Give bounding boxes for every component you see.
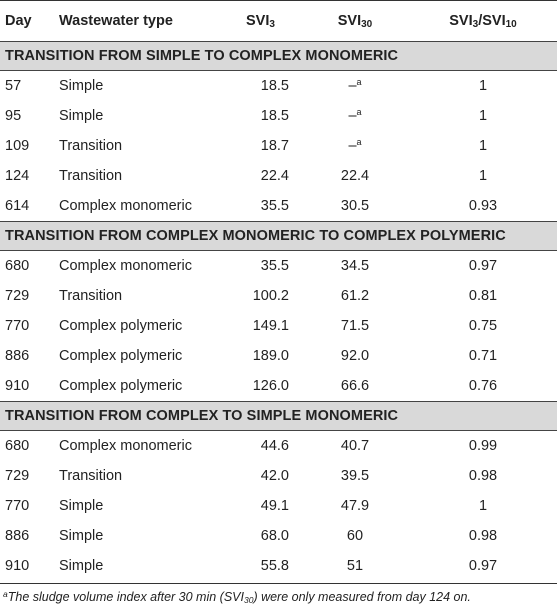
cell-svi30-value: 22.4 bbox=[340, 168, 370, 184]
header-svi3: $SVI_3$ bbox=[246, 13, 275, 30]
cell-day: 729 bbox=[5, 468, 30, 484]
table-row bbox=[0, 521, 557, 551]
cell-svi-ratio-value: 1 bbox=[478, 168, 488, 184]
cell-day: 886 bbox=[5, 528, 30, 544]
table-row bbox=[0, 461, 557, 491]
cell-svi30-value: 71.5 bbox=[340, 318, 370, 334]
table-body bbox=[0, 41, 557, 581]
table-row bbox=[0, 431, 557, 461]
cell-svi30-value: 66.6 bbox=[340, 378, 370, 394]
cell-wastewater-type: Complex polymeric bbox=[59, 318, 183, 334]
cell-svi3: 42.0 bbox=[260, 468, 289, 484]
cell-wastewater-type: Transition bbox=[59, 138, 123, 154]
cell-svi-ratio-value: 1 bbox=[478, 138, 488, 154]
table-row bbox=[0, 371, 557, 401]
cell-svi30-value: 51 bbox=[346, 558, 364, 574]
cell-svi30-value: 30.5 bbox=[340, 198, 370, 214]
table-row bbox=[0, 251, 557, 281]
table-row bbox=[0, 71, 557, 101]
cell-day: 109 bbox=[5, 138, 30, 154]
cell-svi3: 35.5 bbox=[260, 198, 289, 214]
cell-svi3: 44.6 bbox=[260, 438, 289, 454]
cell-svi-ratio-value: 1 bbox=[478, 108, 488, 124]
table-row bbox=[0, 161, 557, 191]
cell-svi-ratio-value: 0.71 bbox=[468, 348, 498, 364]
cell-svi3: 18.7 bbox=[260, 138, 289, 154]
cell-svi30-value: 61.2 bbox=[340, 288, 370, 304]
section-header: TRANSITION FROM COMPLEX TO SIMPLE MONOMERIC bbox=[0, 401, 557, 431]
cell-day: 124 bbox=[5, 168, 30, 184]
cell-svi-ratio-value: 1 bbox=[478, 78, 488, 94]
table-row bbox=[0, 341, 557, 371]
cell-day: 729 bbox=[5, 288, 30, 304]
cell-svi-ratio-value: 0.97 bbox=[468, 258, 498, 274]
cell-svi-ratio-value: 0.99 bbox=[468, 438, 498, 454]
table-row bbox=[0, 101, 557, 131]
cell-wastewater-type: Simple bbox=[59, 78, 104, 94]
cell-svi-ratio-value: 0.81 bbox=[468, 288, 498, 304]
cell-svi-ratio-value: 0.98 bbox=[468, 528, 498, 544]
cell-svi3: 149.1 bbox=[252, 318, 289, 334]
cell-wastewater-type: Complex monomeric bbox=[59, 438, 192, 454]
table-row bbox=[0, 491, 557, 521]
cell-wastewater-type: Simple bbox=[59, 108, 104, 124]
cell-day: 770 bbox=[5, 498, 30, 514]
cell-svi3: 18.5 bbox=[260, 78, 289, 94]
cell-svi-ratio-value: 0.93 bbox=[468, 198, 498, 214]
cell-wastewater-type: Complex monomeric bbox=[59, 198, 192, 214]
footnote-marker: a bbox=[356, 77, 362, 87]
cell-day: 614 bbox=[5, 198, 30, 214]
cell-day: 680 bbox=[5, 438, 30, 454]
cell-svi-ratio-value: 0.75 bbox=[468, 318, 498, 334]
cell-wastewater-type: Transition bbox=[59, 288, 123, 304]
cell-svi3: 189.0 bbox=[252, 348, 289, 364]
table-row bbox=[0, 311, 557, 341]
cell-svi3: 35.5 bbox=[260, 258, 289, 274]
cell-svi-ratio-value: 0.76 bbox=[468, 378, 498, 394]
cell-svi30-value: 39.5 bbox=[340, 468, 370, 484]
section-header: TRANSITION FROM COMPLEX MONOMERIC TO COMPLEX POLYMERIC bbox=[0, 221, 557, 251]
table-row bbox=[0, 191, 557, 221]
cell-wastewater-type: Transition bbox=[59, 468, 123, 484]
cell-day: 770 bbox=[5, 318, 30, 334]
cell-svi30-value: – bbox=[348, 138, 357, 154]
cell-svi30-value: 60 bbox=[346, 528, 364, 544]
header-day: Day bbox=[5, 13, 32, 29]
table-row bbox=[0, 281, 557, 311]
cell-wastewater-type: Complex monomeric bbox=[59, 258, 192, 274]
table-row bbox=[0, 131, 557, 161]
cell-svi3: 100.2 bbox=[252, 288, 289, 304]
cell-svi3: 22.4 bbox=[260, 168, 289, 184]
header-wastewater-type: Wastewater type bbox=[59, 13, 173, 29]
cell-day: 57 bbox=[5, 78, 22, 94]
cell-svi30-value: – bbox=[348, 108, 357, 124]
cell-svi3: 68.0 bbox=[260, 528, 289, 544]
cell-svi30-value: 40.7 bbox=[340, 438, 370, 454]
cell-day: 886 bbox=[5, 348, 30, 364]
cell-svi3: 55.8 bbox=[260, 558, 289, 574]
table-row bbox=[0, 551, 557, 581]
cell-day: 680 bbox=[5, 258, 30, 274]
cell-wastewater-type: Complex polymeric bbox=[59, 378, 183, 394]
table-footnote: $^a$The sludge volume index after 30 $\min (SVI_{30})$ were only measured from day 124 on. bbox=[3, 589, 471, 605]
cell-svi-ratio-value: 0.97 bbox=[468, 558, 498, 574]
cell-svi30-value: 92.0 bbox=[340, 348, 370, 364]
cell-day: 910 bbox=[5, 378, 30, 394]
cell-svi-ratio-value: 1 bbox=[478, 498, 488, 514]
cell-svi30-value: 47.9 bbox=[340, 498, 370, 514]
cell-svi30-value: – bbox=[348, 78, 357, 94]
cell-svi3: 126.0 bbox=[252, 378, 289, 394]
cell-day: 910 bbox=[5, 558, 30, 574]
footnote-marker: a bbox=[356, 107, 362, 117]
table-header: Day Wastewater type $SVI_3$ $SVI_{30}$ $SVI_3/SVI_{10}$ bbox=[0, 0, 557, 41]
cell-svi-ratio-value: 0.98 bbox=[468, 468, 498, 484]
section-header: TRANSITION FROM SIMPLE TO COMPLEX MONOMERIC bbox=[0, 41, 557, 71]
cell-svi3: 18.5 bbox=[260, 108, 289, 124]
cell-wastewater-type: Simple bbox=[59, 498, 104, 514]
cell-day: 95 bbox=[5, 108, 22, 124]
cell-wastewater-type: Complex polymeric bbox=[59, 348, 183, 364]
cell-svi3: 49.1 bbox=[260, 498, 289, 514]
cell-svi30-value: 34.5 bbox=[340, 258, 370, 274]
footnote-marker: a bbox=[356, 137, 362, 147]
cell-wastewater-type: Simple bbox=[59, 558, 104, 574]
cell-wastewater-type: Simple bbox=[59, 528, 104, 544]
cell-wastewater-type: Transition bbox=[59, 168, 123, 184]
